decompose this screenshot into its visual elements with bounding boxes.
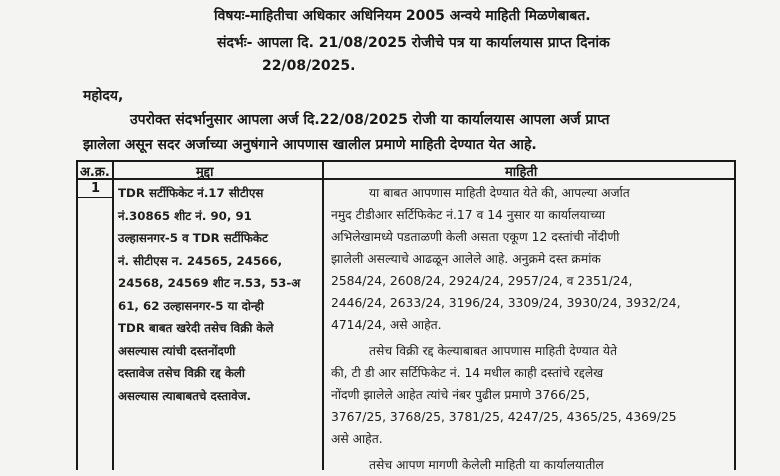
info-line: की, टी डी आर सर्टिफिकेट नं. 14 मधील काही दस्तांचे रद्दलेख [331, 366, 604, 380]
intro-line-2: झालेला असून सदर अर्जाच्या अनुषंगाने आपणास खालील प्रमाणे माहिती देण्यात येत आहे. [83, 137, 537, 153]
info-line: 4714/24, असे आहेत. [331, 318, 442, 332]
topic-line: TDR बाबत खरेदी तसेच विक्री केले [118, 321, 274, 335]
info-line: 2584/24, 2608/24, 2924/24, 2957/24, व 2351/24, [331, 274, 633, 288]
info-line: नोंदणी झालेले आहेत त्यांचे नंबर पुढील प्रमाणे 3766/25, [331, 388, 590, 402]
intro-line-1: उपरोक्त संदर्भानुसार आपला अर्ज दि.22/08/2025 रोजी या कार्यालयास आपला अर्ज प्राप्त [130, 112, 610, 128]
salutation: महोदय, [83, 88, 124, 104]
header-topic: मुद्दा [196, 165, 214, 180]
topic-line: 24568, 24569 शीट न.53, 53-अ [118, 276, 301, 290]
row-1-sr: 1 [91, 181, 101, 196]
row-1-topic [118, 182, 318, 407]
header-sr: अ.क्र. [80, 165, 110, 180]
info-line: 2446/24, 2633/24, 3196/24, 3309/24, 3930/24, 3932/24, [331, 296, 681, 310]
reference-line-2: 22/08/2025. [262, 58, 356, 74]
sr-column-border [112, 160, 114, 470]
info-line: असे आहेत. [331, 432, 383, 446]
topic-line: नं.30865 शीट नं. 90, 91 [118, 208, 252, 223]
topic-line: नं. सीटीएस न. 24565, 24566, [118, 253, 283, 268]
info-line: नमुद टीडीआर सर्टिफिकेट नं.17 व 14 नुसार या कार्यालयाच्या [331, 208, 606, 222]
info-line: 3767/25, 3768/25, 3781/25, 4247/25, 4365/25, 4369/25 [331, 410, 677, 424]
topic-column-border [322, 160, 324, 470]
topic-line: असल्यास त्यांची दस्तनोंदणी [118, 343, 236, 358]
topic-line: दस्तावेज तसेच विक्री रद्द केली [118, 366, 245, 380]
table-left-border [76, 160, 78, 470]
info-line: झालेली असल्याचे आढळून आलेले आहे. अनुक्रमे दस्त क्रमांक [331, 252, 601, 266]
topic-line: 61, 62 उल्हासनगर-5 या दोन्ही [118, 298, 264, 313]
topic-line: उल्हासनगर-5 व TDR सर्टीफिकेट [118, 231, 268, 245]
subject-line: विषयः-माहितीचा अधिकार अधिनियम 2005 अन्वये माहिती मिळणेबाबत. [214, 8, 591, 24]
info-line: अभिलेखामध्ये पडताळणी केली असता एकूण 12 दस्तांची नोंदीणी [331, 230, 620, 244]
sr-cell-border [76, 197, 112, 198]
table-header-border [76, 178, 736, 180]
reference-line-1: संदर्भः- आपला दि. 21/08/2025 रोजीचे पत्र या कार्यालयास प्राप्त दिनांक [217, 35, 610, 51]
info-line: या बाबत आपणास माहिती देण्यात येते की, आपल्या अर्जात [369, 186, 630, 200]
info-line: तसेच विक्री रद्द केल्याबाबत आपणास माहिती देण्यात येते [369, 344, 617, 358]
topic-line: असल्यास त्याबाबतचे दस्तावेज. [118, 388, 251, 403]
table-top-border [76, 160, 736, 162]
info-line: तसेच आपण मागणी केलेली माहिती या कार्यालयातील [369, 458, 604, 472]
row-1-info [331, 182, 736, 476]
header-info: माहिती [505, 165, 538, 180]
topic-line: TDR सर्टीफिकेट नं.17 सीटीएस [118, 186, 264, 200]
